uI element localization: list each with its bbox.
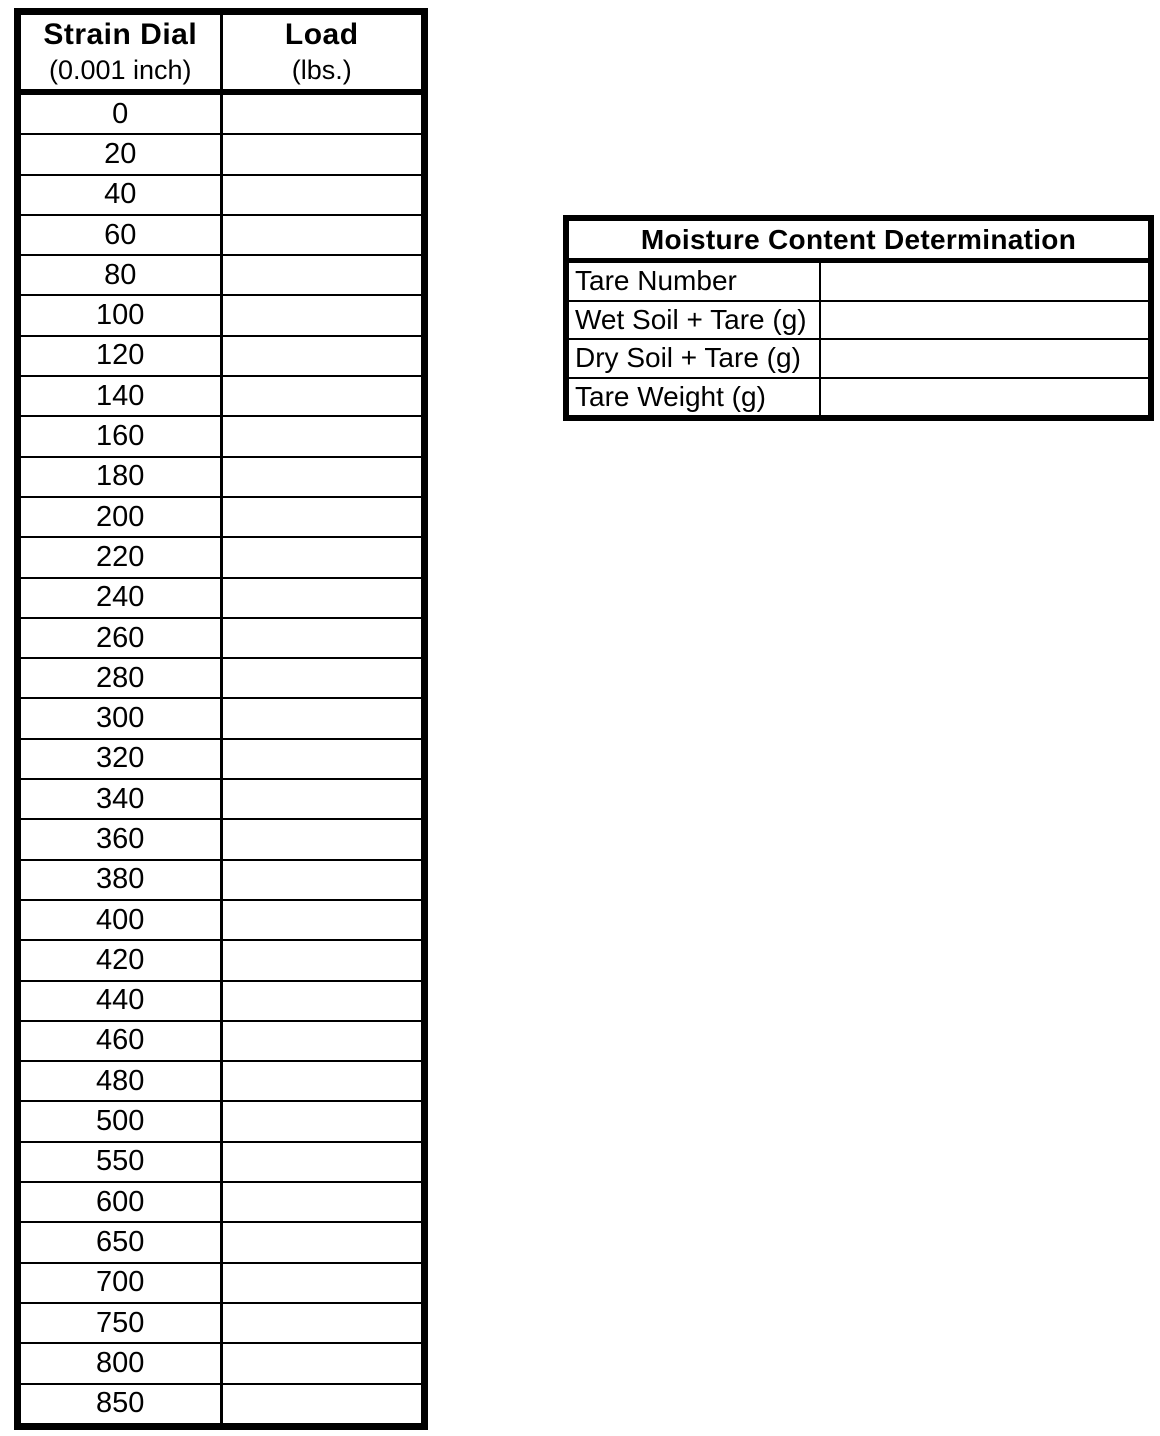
strain-dial-value-cell: 480 [21,1062,223,1100]
load-value-cell [223,1264,422,1302]
strain-table-row [21,659,421,699]
strain-table-row [21,1264,421,1304]
strain-table-row [21,1223,421,1263]
load-value-cell [223,820,422,858]
load-value-cell [223,135,422,173]
strain-dial-column-header [21,15,223,89]
strain-dial-value-cell: 650 [21,1223,223,1261]
strain-table-row [21,1022,421,1062]
strain-dial-value-cell: 380 [21,861,223,899]
load-value-cell [223,699,422,737]
strain-table-row [21,1143,421,1183]
strain-table-row [21,619,421,659]
strain-dial-header-label: Strain Dial [43,18,198,52]
load-value-cell [223,1062,422,1100]
moisture-row-label: Tare Number [569,263,821,300]
load-header-units: (lbs.) [291,54,352,85]
strain-table-row [21,901,421,941]
strain-table-row [21,579,421,619]
load-value-cell [223,337,422,375]
moisture-row-label: Dry Soil + Tare (g) [569,340,821,377]
load-value-cell [223,1344,422,1382]
strain-dial-value-cell: 200 [21,498,223,536]
moisture-row-value-cell [821,379,1148,416]
load-value-cell [223,1102,422,1140]
strain-table-row [21,95,421,135]
moisture-table-title: Moisture Content Determination [569,221,1148,263]
strain-table-row [21,1385,421,1423]
load-value-cell [223,1143,422,1181]
strain-table-row [21,982,421,1022]
strain-dial-value-cell: 60 [21,216,223,254]
moisture-row-label: Wet Soil + Tare (g) [569,302,821,339]
strain-table-row [21,740,421,780]
moisture-content-table [563,215,1154,421]
strain-table-row [21,1102,421,1142]
moisture-table-row [569,302,1148,341]
strain-dial-value-cell: 220 [21,538,223,576]
strain-table-row [21,820,421,860]
load-value-cell [223,1022,422,1060]
strain-table-row [21,216,421,256]
strain-dial-value-cell: 700 [21,1264,223,1302]
strain-dial-value-cell: 280 [21,659,223,697]
load-value-cell [223,941,422,979]
moisture-row-value-cell [821,263,1148,300]
strain-table-body [21,95,421,1423]
load-value-cell [223,619,422,657]
strain-dial-value-cell: 400 [21,901,223,939]
moisture-table-row [569,263,1148,302]
load-value-cell [223,498,422,536]
strain-table-row [21,538,421,578]
strain-table-row [21,1304,421,1344]
strain-dial-value-cell: 240 [21,579,223,617]
strain-dial-value-cell: 850 [21,1385,223,1423]
strain-table-row [21,135,421,175]
load-value-cell [223,579,422,617]
load-value-cell [223,1304,422,1342]
moisture-table-row [569,340,1148,379]
load-value-cell [223,780,422,818]
strain-table-row [21,296,421,336]
strain-dial-value-cell: 160 [21,417,223,455]
load-value-cell [223,176,422,214]
strain-dial-value-cell: 260 [21,619,223,657]
load-value-cell [223,296,422,334]
strain-dial-value-cell: 100 [21,296,223,334]
strain-dial-value-cell: 750 [21,1304,223,1342]
strain-table-row [21,941,421,981]
strain-load-table [14,8,428,1430]
strain-table-row [21,377,421,417]
strain-table-row [21,699,421,739]
load-value-cell [223,1223,422,1261]
moisture-table-row [569,379,1148,416]
strain-dial-value-cell: 20 [21,135,223,173]
strain-table-row [21,1062,421,1102]
strain-table-row [21,861,421,901]
strain-table-row [21,417,421,457]
moisture-row-label: Tare Weight (g) [569,379,821,416]
load-value-cell [223,216,422,254]
load-value-cell [223,538,422,576]
strain-dial-value-cell: 460 [21,1022,223,1060]
strain-dial-value-cell: 360 [21,820,223,858]
moisture-row-value-cell [821,340,1148,377]
load-value-cell [223,861,422,899]
strain-dial-value-cell: 120 [21,337,223,375]
load-value-cell [223,740,422,778]
load-value-cell [223,659,422,697]
moisture-row-value-cell [821,302,1148,339]
strain-dial-value-cell: 40 [21,176,223,214]
strain-table-row [21,1344,421,1384]
strain-table-row [21,176,421,216]
strain-table-row [21,256,421,296]
load-value-cell [223,377,422,415]
load-column-header [223,15,422,89]
strain-dial-value-cell: 800 [21,1344,223,1382]
strain-table-row [21,458,421,498]
strain-dial-value-cell: 180 [21,458,223,496]
strain-dial-value-cell: 600 [21,1183,223,1221]
strain-dial-value-cell: 420 [21,941,223,979]
load-value-cell [223,1385,422,1423]
strain-dial-value-cell: 320 [21,740,223,778]
strain-dial-value-cell: 500 [21,1102,223,1140]
strain-table-row [21,498,421,538]
strain-dial-value-cell: 300 [21,699,223,737]
strain-table-row [21,1183,421,1223]
load-header-label: Load [284,18,359,52]
strain-dial-value-cell: 550 [21,1143,223,1181]
load-value-cell [223,901,422,939]
strain-table-row [21,337,421,377]
strain-dial-value-cell: 440 [21,982,223,1020]
strain-dial-value-cell: 80 [21,256,223,294]
load-value-cell [223,982,422,1020]
strain-dial-value-cell: 140 [21,377,223,415]
strain-table-header [21,15,421,95]
load-value-cell [223,1183,422,1221]
strain-dial-value-cell: 340 [21,780,223,818]
load-value-cell [223,95,422,133]
load-value-cell [223,417,422,455]
strain-dial-value-cell: 0 [21,95,223,133]
strain-table-row [21,780,421,820]
strain-dial-header-units: (0.001 inch) [48,54,192,85]
load-value-cell [223,458,422,496]
load-value-cell [223,256,422,294]
moisture-table-body [569,263,1148,415]
